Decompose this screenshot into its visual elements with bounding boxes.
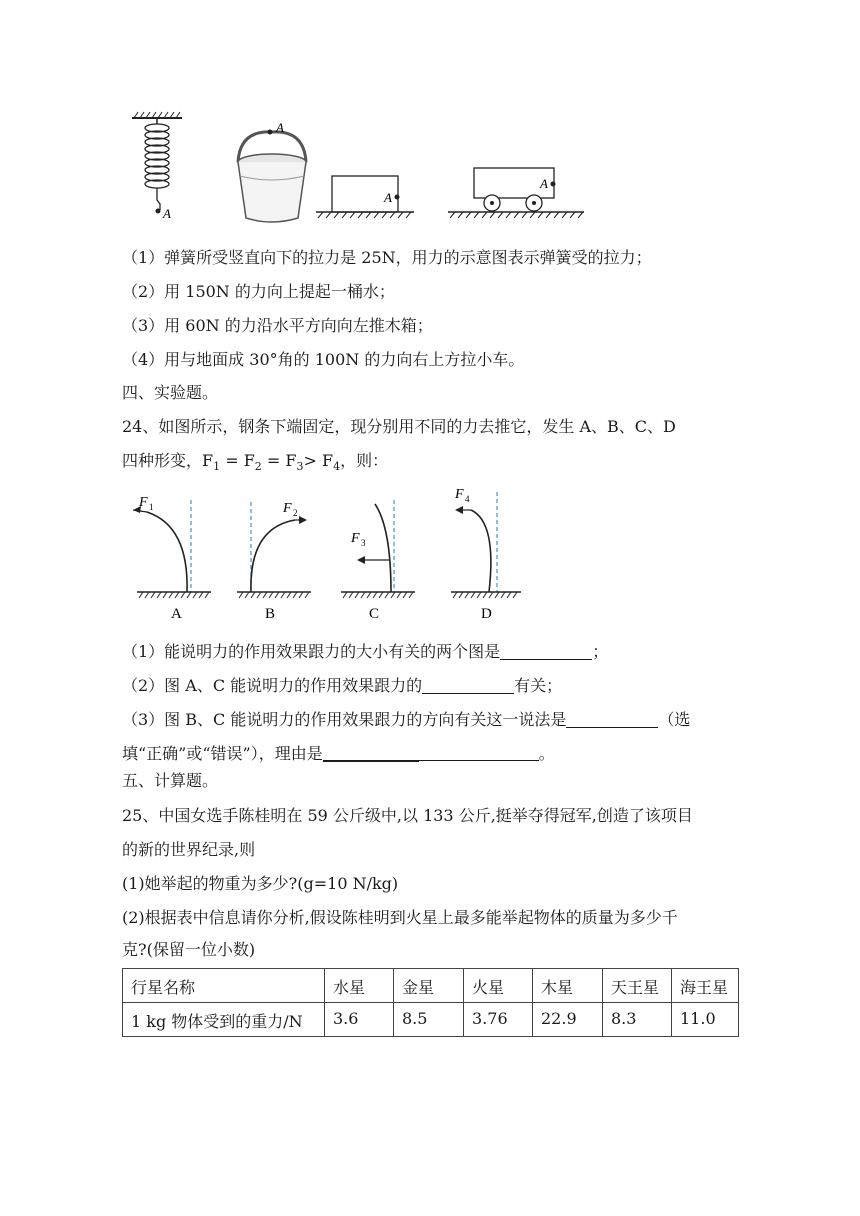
q25-part1: (1)她举起的物重为多少?(g=10 N/kg)	[122, 874, 399, 893]
answer-blank-1[interactable]	[500, 643, 592, 660]
table-cell: 木星	[533, 969, 603, 1003]
table-cell: 3.76	[464, 1003, 533, 1037]
svg-text:B: B	[265, 606, 276, 622]
svg-text:A: A	[171, 606, 182, 622]
q23-part3: （3）用 60N 的力沿水平方向向左推木箱；	[122, 316, 433, 335]
bucket-label-a: A	[276, 120, 284, 135]
q23-part2: （2）用 150N 的力向上提起一桶水；	[122, 282, 395, 301]
q24-figures	[125, 482, 525, 624]
planet-gravity-table	[122, 968, 739, 1037]
figure-d	[451, 487, 521, 622]
svg-text:2: 2	[293, 508, 298, 518]
svg-text:F: F	[351, 531, 360, 546]
q24-part3: （3）图 B、C 能说明力的作用效果跟力的方向有关这一说法是 （选	[122, 710, 691, 729]
table-cell: 8.5	[394, 1003, 464, 1037]
cart-label-a: A	[540, 176, 548, 191]
table-row	[123, 1003, 739, 1037]
q25-part2-line2: 克?(保留一位小数)	[122, 940, 256, 959]
table-cell: 天王星	[603, 969, 672, 1003]
table-cell: 金星	[394, 969, 464, 1003]
box-label-a: A	[384, 190, 392, 205]
q23-figures	[120, 110, 600, 230]
figure-c	[341, 500, 415, 622]
svg-text:3: 3	[361, 538, 366, 548]
table-cell: 水星	[325, 969, 394, 1003]
q25-stem-line1: 25、中国女选手陈桂明在 59 公斤级中,以 133 公斤,挺举夺得冠军,创造了该项目	[122, 806, 693, 825]
bucket-figure	[238, 120, 306, 222]
table-cell: 海王星	[672, 969, 739, 1003]
section-5-heading: 五、计算题。	[122, 771, 219, 790]
table-header-row	[123, 969, 739, 1003]
svg-text:1: 1	[149, 502, 154, 512]
q24-part3-cont: 填“正确”或“错误”），理由是 。	[122, 744, 555, 763]
spring-figure	[132, 112, 182, 221]
svg-text:F: F	[139, 495, 148, 510]
q23-part1: （1）弹簧所受竖直向下的拉力是 25N，用力的示意图表示弹簧受的拉力；	[122, 248, 652, 267]
spring-label-a: A	[163, 206, 171, 221]
q23-part4: （4）用与地面成 30°角的 100N 的力向右上方拉小车。	[122, 350, 525, 369]
svg-text:C: C	[369, 606, 380, 622]
svg-text:D: D	[481, 606, 492, 622]
figure-b	[237, 501, 311, 622]
table-cell: 11.0	[672, 1003, 739, 1037]
q25-stem-line2: 的新的世界纪录,则	[122, 840, 256, 859]
svg-text:F: F	[283, 501, 292, 516]
q24-stem-line1: 24、如图所示，钢条下端固定，现分别用不同的力去推它，发生 A、B、C、D	[122, 417, 676, 436]
svg-text:4: 4	[465, 494, 470, 504]
cart-figure	[448, 168, 584, 218]
section-4-heading: 四、实验题。	[122, 383, 219, 402]
box-figure	[316, 176, 414, 218]
q24-part1: （1）能说明力的作用效果跟力的大小有关的两个图是 ；	[122, 642, 609, 661]
svg-text:F: F	[455, 487, 464, 502]
answer-blank-4[interactable]	[323, 744, 539, 761]
table-cell: 22.9	[533, 1003, 603, 1037]
answer-blank-2[interactable]	[422, 677, 514, 694]
q24-part2: （2）图 A、C 能说明力的作用效果跟力的 有关；	[122, 676, 563, 695]
table-cell: 火星	[464, 969, 533, 1003]
table-cell: 3.6	[325, 1003, 394, 1037]
table-cell: 行星名称	[123, 969, 325, 1003]
table-cell: 8.3	[603, 1003, 672, 1037]
q24-stem-line2: 四种形变，$F_1 = F_2 = F_3> F_4$，则：	[122, 451, 389, 474]
answer-blank-3[interactable]	[566, 711, 658, 728]
table-cell: 1 kg 物体受到的重力/N	[123, 1003, 325, 1037]
q25-part2-line1: (2)根据表中信息请你分析,假设陈桂明到火星上最多能举起物体的质量为多少千	[122, 908, 678, 927]
figure-a	[133, 495, 211, 622]
